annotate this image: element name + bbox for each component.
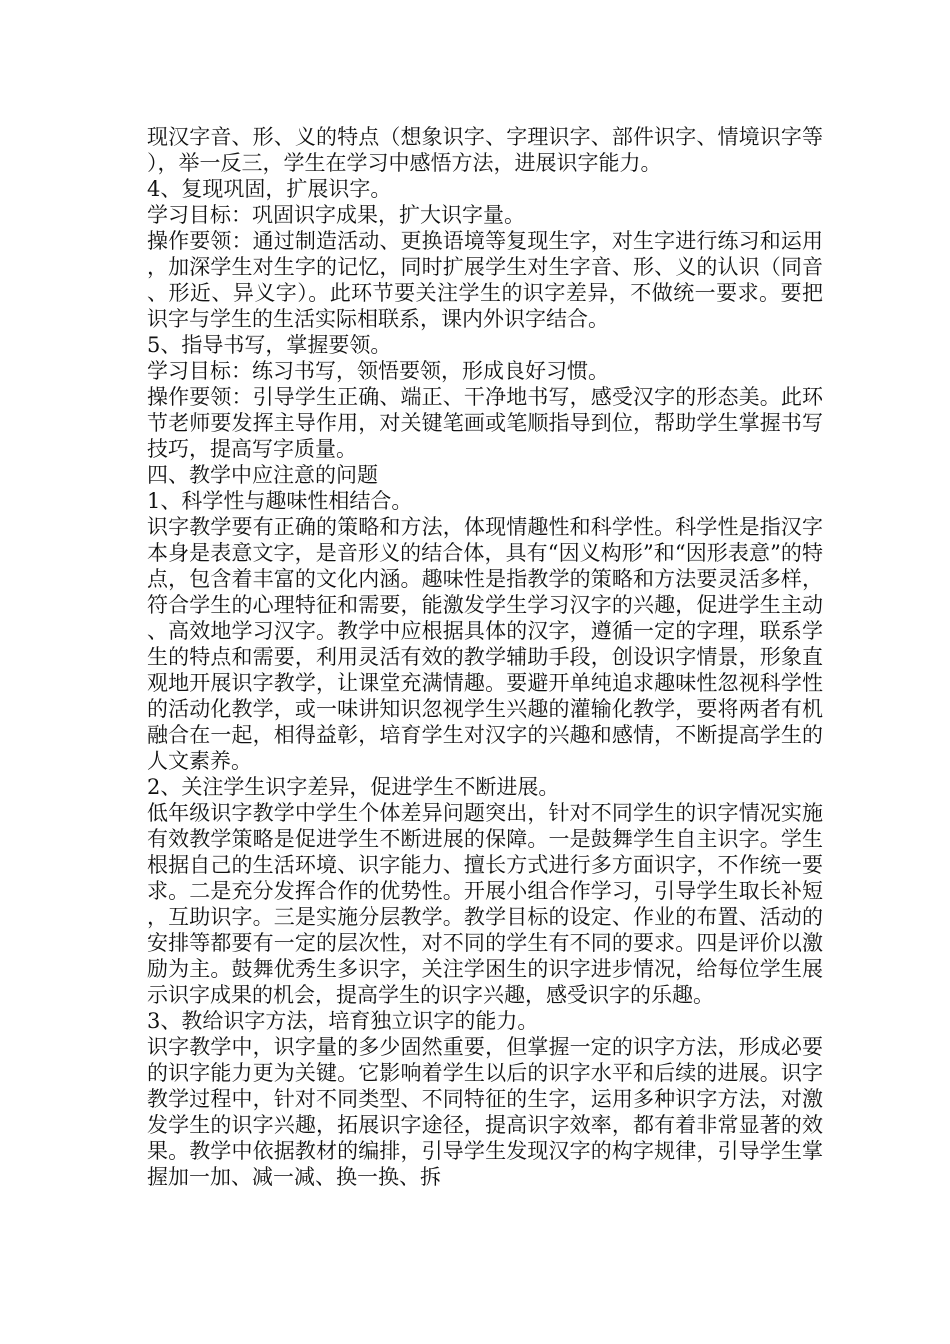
- step-heading-4: 4、复现巩固，扩展识字。: [147, 177, 392, 201]
- learning-goal-4: 学习目标：巩固识字成果，扩大识字量。: [147, 203, 525, 227]
- paragraph-science-interest: 识字教学要有正确的策略和方法，体现情趣性和科学性。科学性是指汉字本身是表意文字，是音形义的结合体，具有“因义构形”和“因形表意”的特点，包含着丰富的文化内涵。趣味性是指教学的策略和方法要灵活多样，符合学生的心理特征和需要，能激发学生学习汉字的兴趣，促进学生主动、高效地学习汉字。教学中应根据具体的汉字，遵循一定的字理，联系学生的特点和需要，利用灵活有效的教学辅助手段，创设识字情景，形象直观地开展识字教学，让课堂充满情趣。要避开单纯追求趣味性忽视科学性的活动化教学，或一味讲知识忽视学生兴趣的灌输化教学，要将两者有机融合在一起，相得益彰，培育学生对汉字的兴趣和感情，不断提高学生的人文素养。: [147, 515, 823, 773]
- paragraph-continuation: 现汉字音、形、义的特点（想象识字、字理识字、部件识字、情境识字等），举一反三，学生在学习中感悟方法，进展识字能力。: [147, 125, 823, 175]
- subheading-2: 2、关注学生识字差异，促进学生不断进展。: [147, 775, 560, 799]
- operation-points-5: 操作要领：引导学生正确、端正、干净地书写，感受汉字的形态美。此环节老师要发挥主导作用，对关键笔画或笔顺指导到位，帮助学生掌握书写技巧，提高写字质量。: [147, 385, 823, 461]
- section-heading-4: 四、教学中应注意的问题: [147, 463, 378, 487]
- subheading-3: 3、教给识字方法，培育独立识字的能力。: [147, 1009, 539, 1033]
- learning-goal-5: 学习目标：练习书写，领悟要领，形成良好习惯。: [147, 359, 609, 383]
- operation-points-4: 操作要领：通过制造活动、更换语境等复现生字，对生字进行练习和运用，加深学生对生字的记忆，同时扩展学生对生字音、形、义的认识（同音、形近、异义字）。此环节要关注学生的识字差异，不做统一要求。要把识字与学生的生活实际相联系，课内外识字结合。: [147, 229, 823, 331]
- paragraph-methods: 识字教学中，识字量的多少固然重要，但掌握一定的识字方法，形成必要的识字能力更为关键。它影响着学生以后的识字水平和后续的进展。识字教学过程中，针对不同类型、不同特征的生字，运用多种识字方法，对激发学生的识字兴趣，拓展识字途径，提高识字效率，都有着非常显著的效果。教学中依据教材的编排，引导学生发现汉字的构字规律，引导学生掌握加一加、减一减、换一换、拆: [147, 1035, 823, 1189]
- document-body: [147, 124, 823, 1190]
- subheading-1: 1、科学性与趣味性相结合。: [147, 489, 413, 513]
- step-heading-5: 5、指导书写，掌握要领。: [147, 333, 392, 357]
- paragraph-differences: 低年级识字教学中学生个体差异问题突出，针对不同学生的识字情况实施有效教学策略是促进学生不断进展的保障。一是鼓舞学生自主识字。学生根据自己的生活环境、识字能力、擅长方式进行多方面识字，不作统一要求。二是充分发挥合作的优势性。开展小组合作学习，引导学生取长补短，互助识字。三是实施分层教学。教学目标的设定、作业的布置、活动的安排等都要有一定的层次性，对不同的学生有不同的要求。四是评价以激励为主。鼓舞优秀生多识字，关注学困生的识字进步情况，给每位学生展示识字成果的机会，提高学生的识字兴趣，感受识字的乐趣。: [147, 801, 823, 1007]
